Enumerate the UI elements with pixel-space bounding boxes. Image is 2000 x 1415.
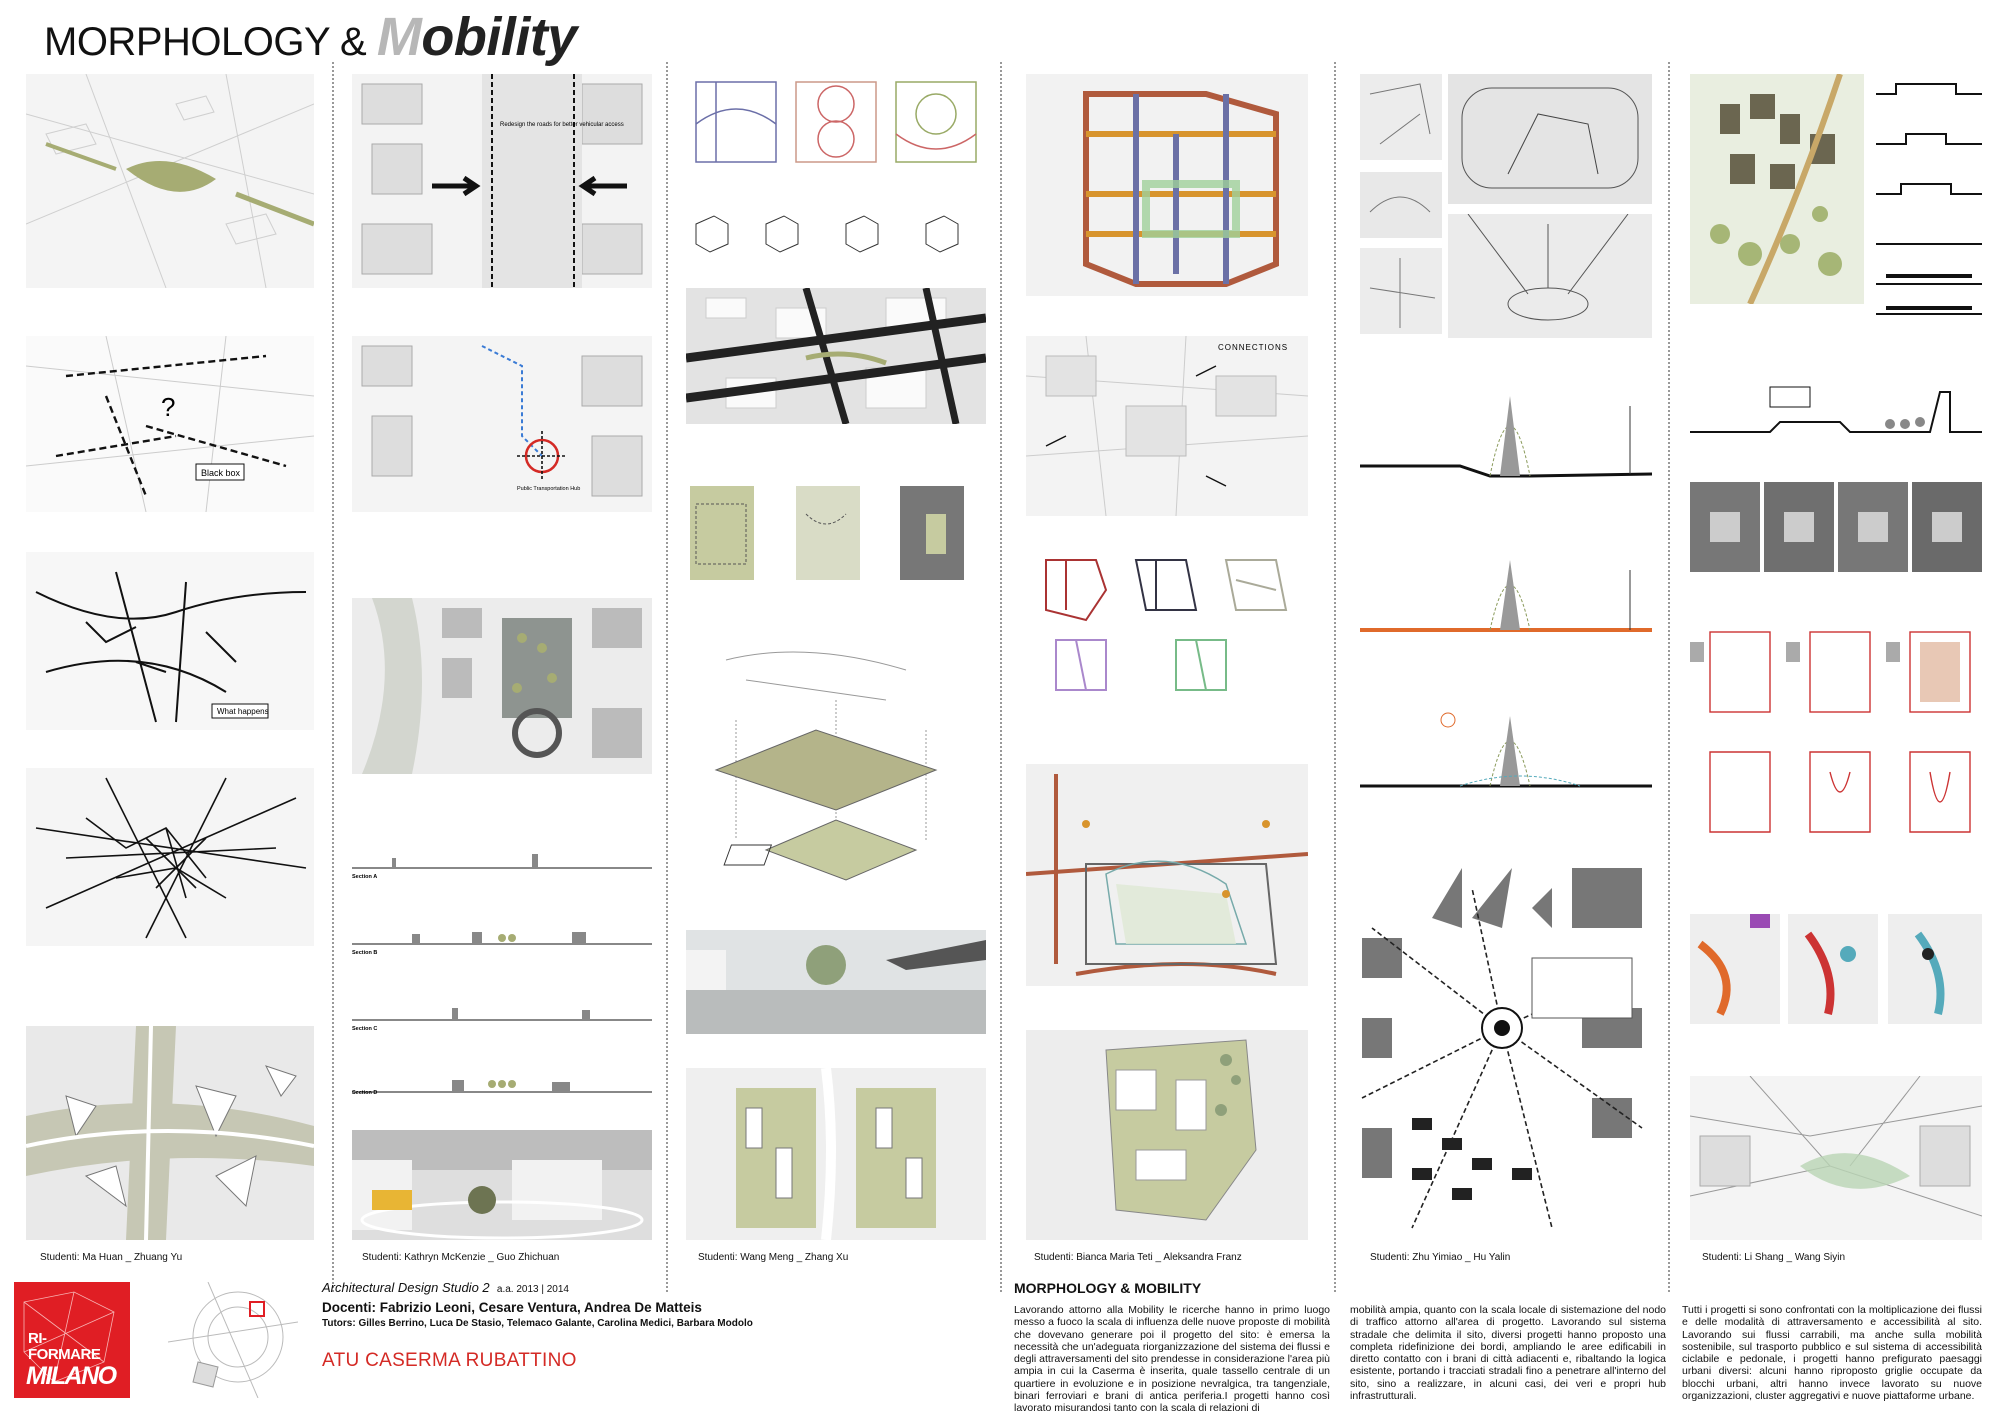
exploded-axonometric [686,640,986,890]
svg-text:Section A: Section A [352,874,378,880]
street-sections [352,848,652,1096]
road-redesign-plan [352,74,652,288]
svg-text:Black box: Black box [201,468,241,478]
site-plan-green [26,1026,314,1240]
column-divider [332,62,334,1292]
svg-text:What happens: What happens [217,707,269,716]
tower-section-2 [1360,550,1652,660]
course-title: Architectural Design Studio 2 a.a. 2013 | 2014 [322,1280,569,1295]
svg-text:Redesign the roads for better: Redesign the roads for better vehicular access [500,122,624,128]
flow-diagrams [686,74,986,284]
green-block-plans [686,484,986,584]
poster-title: MORPHOLOGY & Mobility [44,7,577,67]
radial-plan [1352,868,1654,1242]
docenti: Docenti: Fabrizio Leoni, Cesare Ventura, Andrea De Matteis [322,1300,702,1315]
network-variants [1026,550,1308,700]
colored-plan-2 [1788,914,1878,1024]
sketch-small-2 [1360,172,1442,238]
site-plan-final [1026,1030,1308,1240]
riformare-milano-logo: RI- FORMARE MILANO [14,1282,130,1398]
tutors: Tutors: Gilles Berrino, Luca De Stasio, Telemaco Galante, Carolina Medici, Barbara Modolo [322,1318,753,1329]
mobility-masterplan [1026,764,1308,986]
column-divider [1334,62,1336,1292]
svg-text:Section D: Section D [352,1090,378,1096]
sketch-small-1 [1360,74,1442,160]
student-caption: Studenti: Li Shang _ Wang Siyin [1702,1252,1846,1263]
aerial-photo-series [1690,482,1982,572]
sketch-map-1 [26,336,314,512]
axonometric-site-map [26,74,314,288]
column-divider [1668,62,1670,1292]
colored-plan-1 [1690,914,1780,1024]
column-divider [666,62,668,1292]
sketch-small-3 [1360,248,1442,334]
student-caption: Studenti: Ma Huan _ Zhuang Yu [40,1252,183,1263]
roundabout-sketch [1448,214,1652,338]
colored-plan-3 [1888,914,1982,1024]
location-map [168,1282,298,1398]
svg-text:Public Transportation Hub: Public Transportation Hub [517,486,581,492]
render-street-view [686,930,986,1034]
svg-text:Section C: Section C [352,1026,378,1032]
svg-text:Section B: Section B [352,950,378,956]
description-text-1: Lavorando attorno alla Mobility le ricerche hanno in primo luogo messo a fuoco la scala di influenza delle nuove proposte di mobilità che dovevano generare poi il progetto del sito: è emersa la necessità che un'adeguata riorganizzazione del sistema dei flussi e degli attraversamenti del sito prendesse in considerazione l'area più ampia in cui la Caserma è inserita, quale tassello centrale di un quartiere in evoluzione e in posizione nevralgica, tra tangenziale, binari ferroviari e brani di antica periferia.I progetti hanno così lavorato misurandosi tanto con la scala di relazioni di [1014,1304,1330,1415]
description-text-3: Tutti i progetti si sono confrontati con la moltiplicazione dei flussi e delle modalità di attraversamento e accessibilità al sito. Lavorando sui flussi carrabili, ma anche sulla mobilità sostenibile, sul trasporto pubblico e sul sistema di accessibilità ciclabile e pedonale, i progetti hanno prefigurato paesaggi urbani diversi: alcuni hanno riproposto griglie occupate da blocchi urbani, altri hanno invece lavorato su nuove organizzazioni, cluster aggregativi e nuove piattaforme urbane. [1682,1304,1982,1403]
sketch-question-mark: ? [161,392,176,422]
student-caption: Studenti: Bianca Maria Teti _ Aleksandra Franz [1034,1252,1242,1263]
sketch-map-3 [26,768,314,946]
tower-section-3 [1360,706,1652,816]
landscape-section [1690,382,1982,444]
connections-label: CONNECTIONS [1218,343,1289,352]
description-text-2: mobilità ampia, quanto con la scala locale di sistemazione del nodo di traffico attorno all'area di progetto. Lavorando sul sistema stradale che delimita il sito, diversi progetti hanno proposto una completa ridefinizione dei bordi, ampliando le aree edificabili in diretto contatto con i brani di città adiacenti e, ribaltando la logica esistente, portando i tracciati stradali fino a penetrare all'interno del sito, sino a realizzare, in alcuni casi, dei veri e propri hub infrastrutturali. [1350,1304,1666,1403]
perspective-drawing [1690,1076,1982,1240]
connections-map [1026,336,1308,516]
masterplan-roundabout [352,598,652,774]
student-caption: Studenti: Kathryn McKenzie _ Guo Zhichuan [362,1252,560,1263]
green-masterplan [686,1068,986,1240]
student-caption: Studenti: Wang Meng _ Zhang Xu [698,1252,849,1263]
section-title: MORPHOLOGY & MOBILITY [1014,1280,1202,1296]
transport-hub-plan [352,336,652,512]
render-bus-station [352,1130,652,1240]
column-divider [1000,62,1002,1292]
road-network-diagram [1026,74,1308,296]
sketch-map-2 [26,552,314,730]
block-layout-variants [1690,622,1982,842]
project-title: ATU CASERMA RUBATTINO [322,1350,577,1371]
tower-section-1 [1360,386,1652,496]
colored-masterplan [1690,74,1864,304]
student-caption: Studenti: Zhu Yimiao _ Hu Yalin [1370,1252,1511,1263]
street-section-series [1876,74,1982,334]
3d-city-model [686,288,986,424]
perspective-sketch [1448,74,1652,204]
